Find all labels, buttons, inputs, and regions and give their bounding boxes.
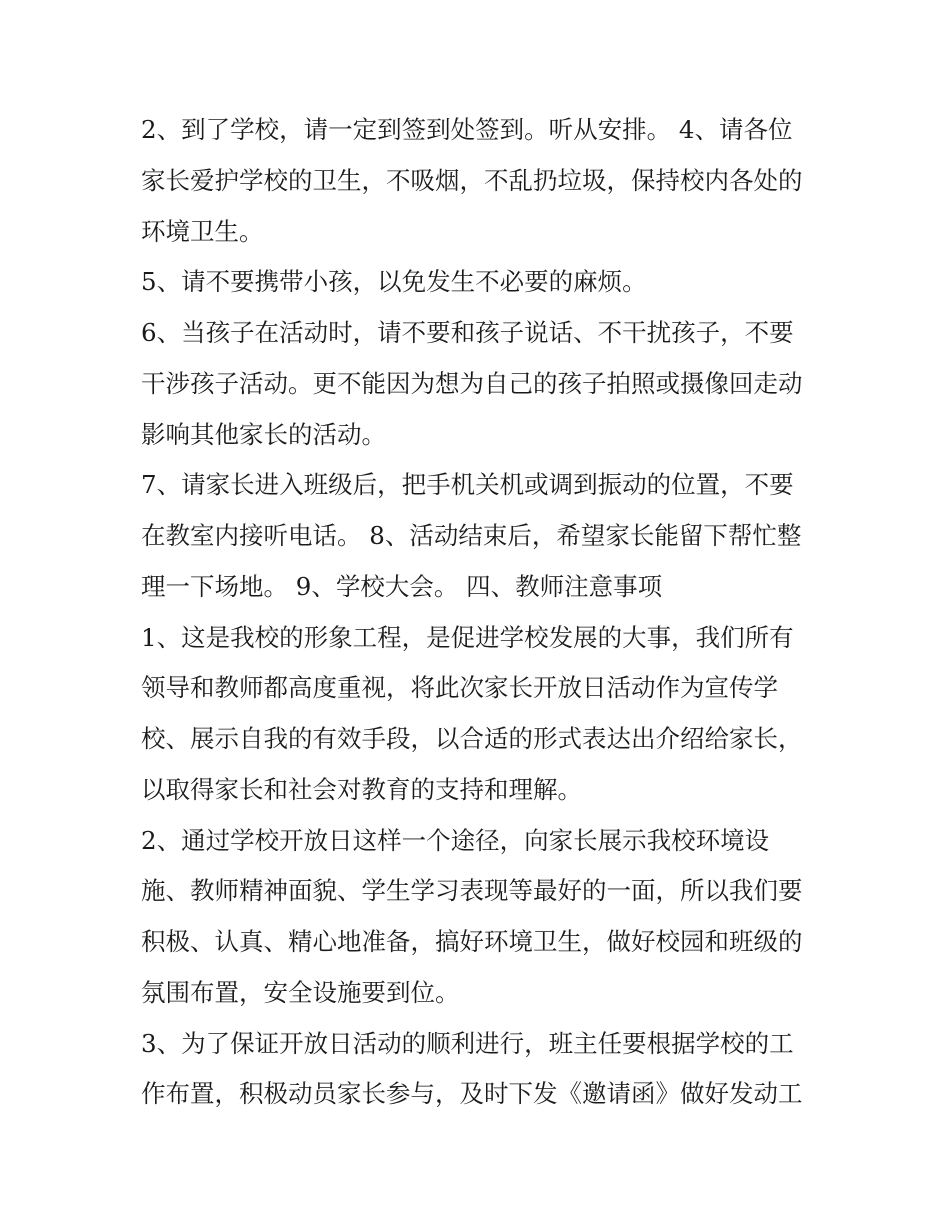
text-line: 校、展示自我的有效手段，以合适的形式表达出介绍给家长， bbox=[141, 724, 803, 753]
document-body bbox=[141, 105, 821, 1120]
text-line: 在教室内接听电话。 8、活动结束后，希望家长能留下帮忙整 bbox=[141, 521, 802, 550]
text-line: 积极、认真、精心地准备，搞好环境卫生，做好校园和班级的 bbox=[141, 927, 803, 956]
text-line: 施、教师精神面貌、学生学习表现等最好的一面，所以我们要 bbox=[141, 876, 803, 906]
text-line: 氛围布置，安全设施要到位。 bbox=[141, 977, 460, 1007]
text-line: 以取得家长和社会对教育的支持和理解。 bbox=[141, 774, 582, 804]
text-line: 家长爱护学校的卫生，不吸烟，不乱扔垃圾，保持校内各处的 bbox=[141, 165, 803, 195]
text-line: 2、到了学校，请一定到签到处签到。听从安排。 4、请各位 bbox=[141, 115, 793, 144]
text-line: 3、为了保证开放日活动的顺利进行，班主任要根据学校的工 bbox=[141, 1028, 794, 1058]
text-line: 理一下场地。 9、学校大会。 四、教师注意事项 bbox=[141, 571, 663, 601]
text-line: 2、通过学校开放日这样一个途径，向家长展示我校环境设 bbox=[141, 825, 770, 855]
text-line: 领导和教师都高度重视，将此次家长开放日活动作为宣传学 bbox=[141, 673, 778, 703]
text-line: 干涉孩子活动。更不能因为想为自己的孩子拍照或摄像回走动 bbox=[141, 368, 803, 398]
text-line: 影响其他家长的活动。 bbox=[141, 419, 386, 449]
text-line: 7、请家长进入班级后，把手机关机或调到振动的位置，不要 bbox=[141, 470, 794, 500]
text-line: 6、当孩子在活动时，请不要和孩子说话、不干扰孩子，不要 bbox=[141, 318, 794, 347]
text-line: 5、请不要携带小孩，以免发生不必要的麻烦。 bbox=[141, 267, 647, 297]
text-line: 作布置，积极动员家长参与，及时下发《邀请函》做好发动工 bbox=[141, 1079, 803, 1109]
text-line: 环境卫生。 bbox=[141, 216, 264, 246]
text-line: 1、这是我校的形象工程，是促进学校发展的大事，我们所有 bbox=[141, 622, 794, 652]
